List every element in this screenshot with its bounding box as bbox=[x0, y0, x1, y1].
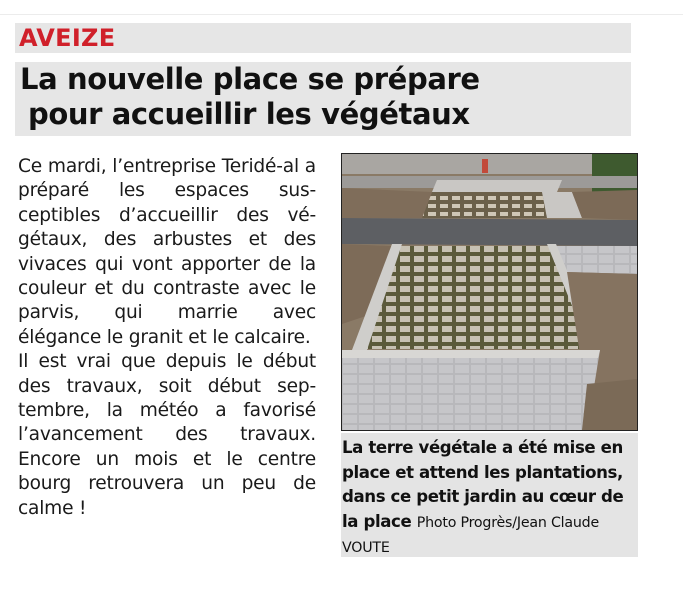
kicker-band bbox=[15, 23, 631, 53]
photo-credit: Photo Progrès/Jean Claude VOUTE bbox=[342, 514, 600, 556]
article-body bbox=[18, 155, 316, 521]
article-photo bbox=[341, 153, 638, 431]
kicker-label: AVEIZE bbox=[19, 24, 116, 52]
page-top-rule bbox=[0, 8, 683, 15]
caption-text: La terre végétale a été mise en place et attend les plantations, dans ce petit jardin au cœur de la place bbox=[342, 438, 624, 531]
article-paragraph-1: Ce mardi, l’entreprise Teridé-al a préparé les espaces sus-ceptibles d’accueillir des vé-gétaux, des arbustes et des vivaces qui vont apporter de la couleur et du contraste avec le parvis, qui marrie avec élégance le granit et le calcaire. bbox=[18, 156, 316, 348]
photo-caption bbox=[342, 436, 638, 561]
headline-line-2: pour accueillir les végétaux bbox=[28, 97, 470, 131]
headline-line-1: La nouvelle place se prépare bbox=[20, 62, 480, 96]
article-headline bbox=[20, 62, 630, 132]
article-paragraph-2: Il est vrai que depuis le début des travaux, soit début sep-tembre, la météo a favorisé l’avancement des travaux. Encore un mois et le centre bourg retrouvera un peu de calme ! bbox=[18, 351, 316, 519]
paving-photo-illustration bbox=[342, 154, 637, 430]
